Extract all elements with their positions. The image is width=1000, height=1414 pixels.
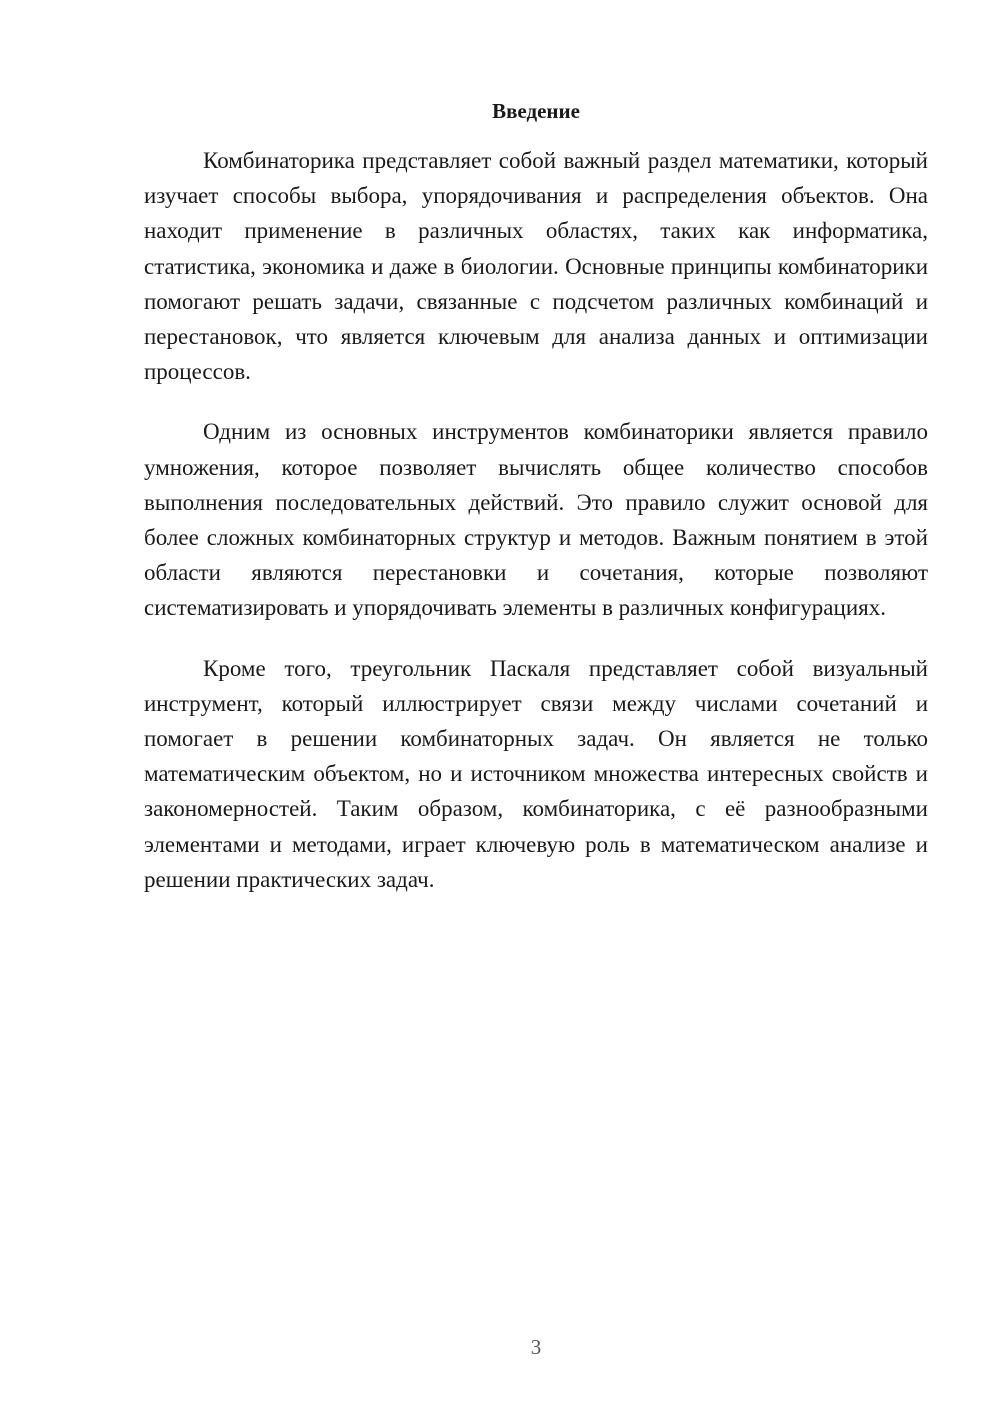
paragraph-1: Комбинаторика представляет собой важный раздел математики, который изучает способы выбора, упорядочивания и распределения объектов. Она находит применение в различных областях, таких как информатика, статистика, экономика и даже в биологии. Основные принципы комбинаторики помогают решать задачи, связанные с подсчетом различных комбинаций и перестановок, что является ключевым для анализа данных и оптимизации процессов. xyxy=(144,148,928,385)
page-number: 3 xyxy=(530,1335,542,1359)
body-text xyxy=(144,143,928,922)
paragraph-3: Кроме того, треугольник Паскаля представляет собой визуальный инструмент, который иллюстрирует связи между числами сочетаний и помогает в решении комбинаторных задач. Он является не только математическим объектом, но и источником множества интересных свойств и закономерностей. Таким образом, комбинаторика, с её разнообразными элементами и методами, играет ключевую роль в математическом анализе и решении практических задач. xyxy=(144,655,928,892)
paragraph-2: Одним из основных инструментов комбинаторики является правило умножения, которое позволяет вычислять общее количество способов выполнения последовательных действий. Это правило служит основой для более сложных комбинаторных структур и методов. Важным понятием в этой области являются перестановки и сочетания, которые позволяют систематизировать и упорядочивать элементы в различных конфигурациях. xyxy=(144,419,928,621)
page-title: Введение xyxy=(492,99,580,123)
